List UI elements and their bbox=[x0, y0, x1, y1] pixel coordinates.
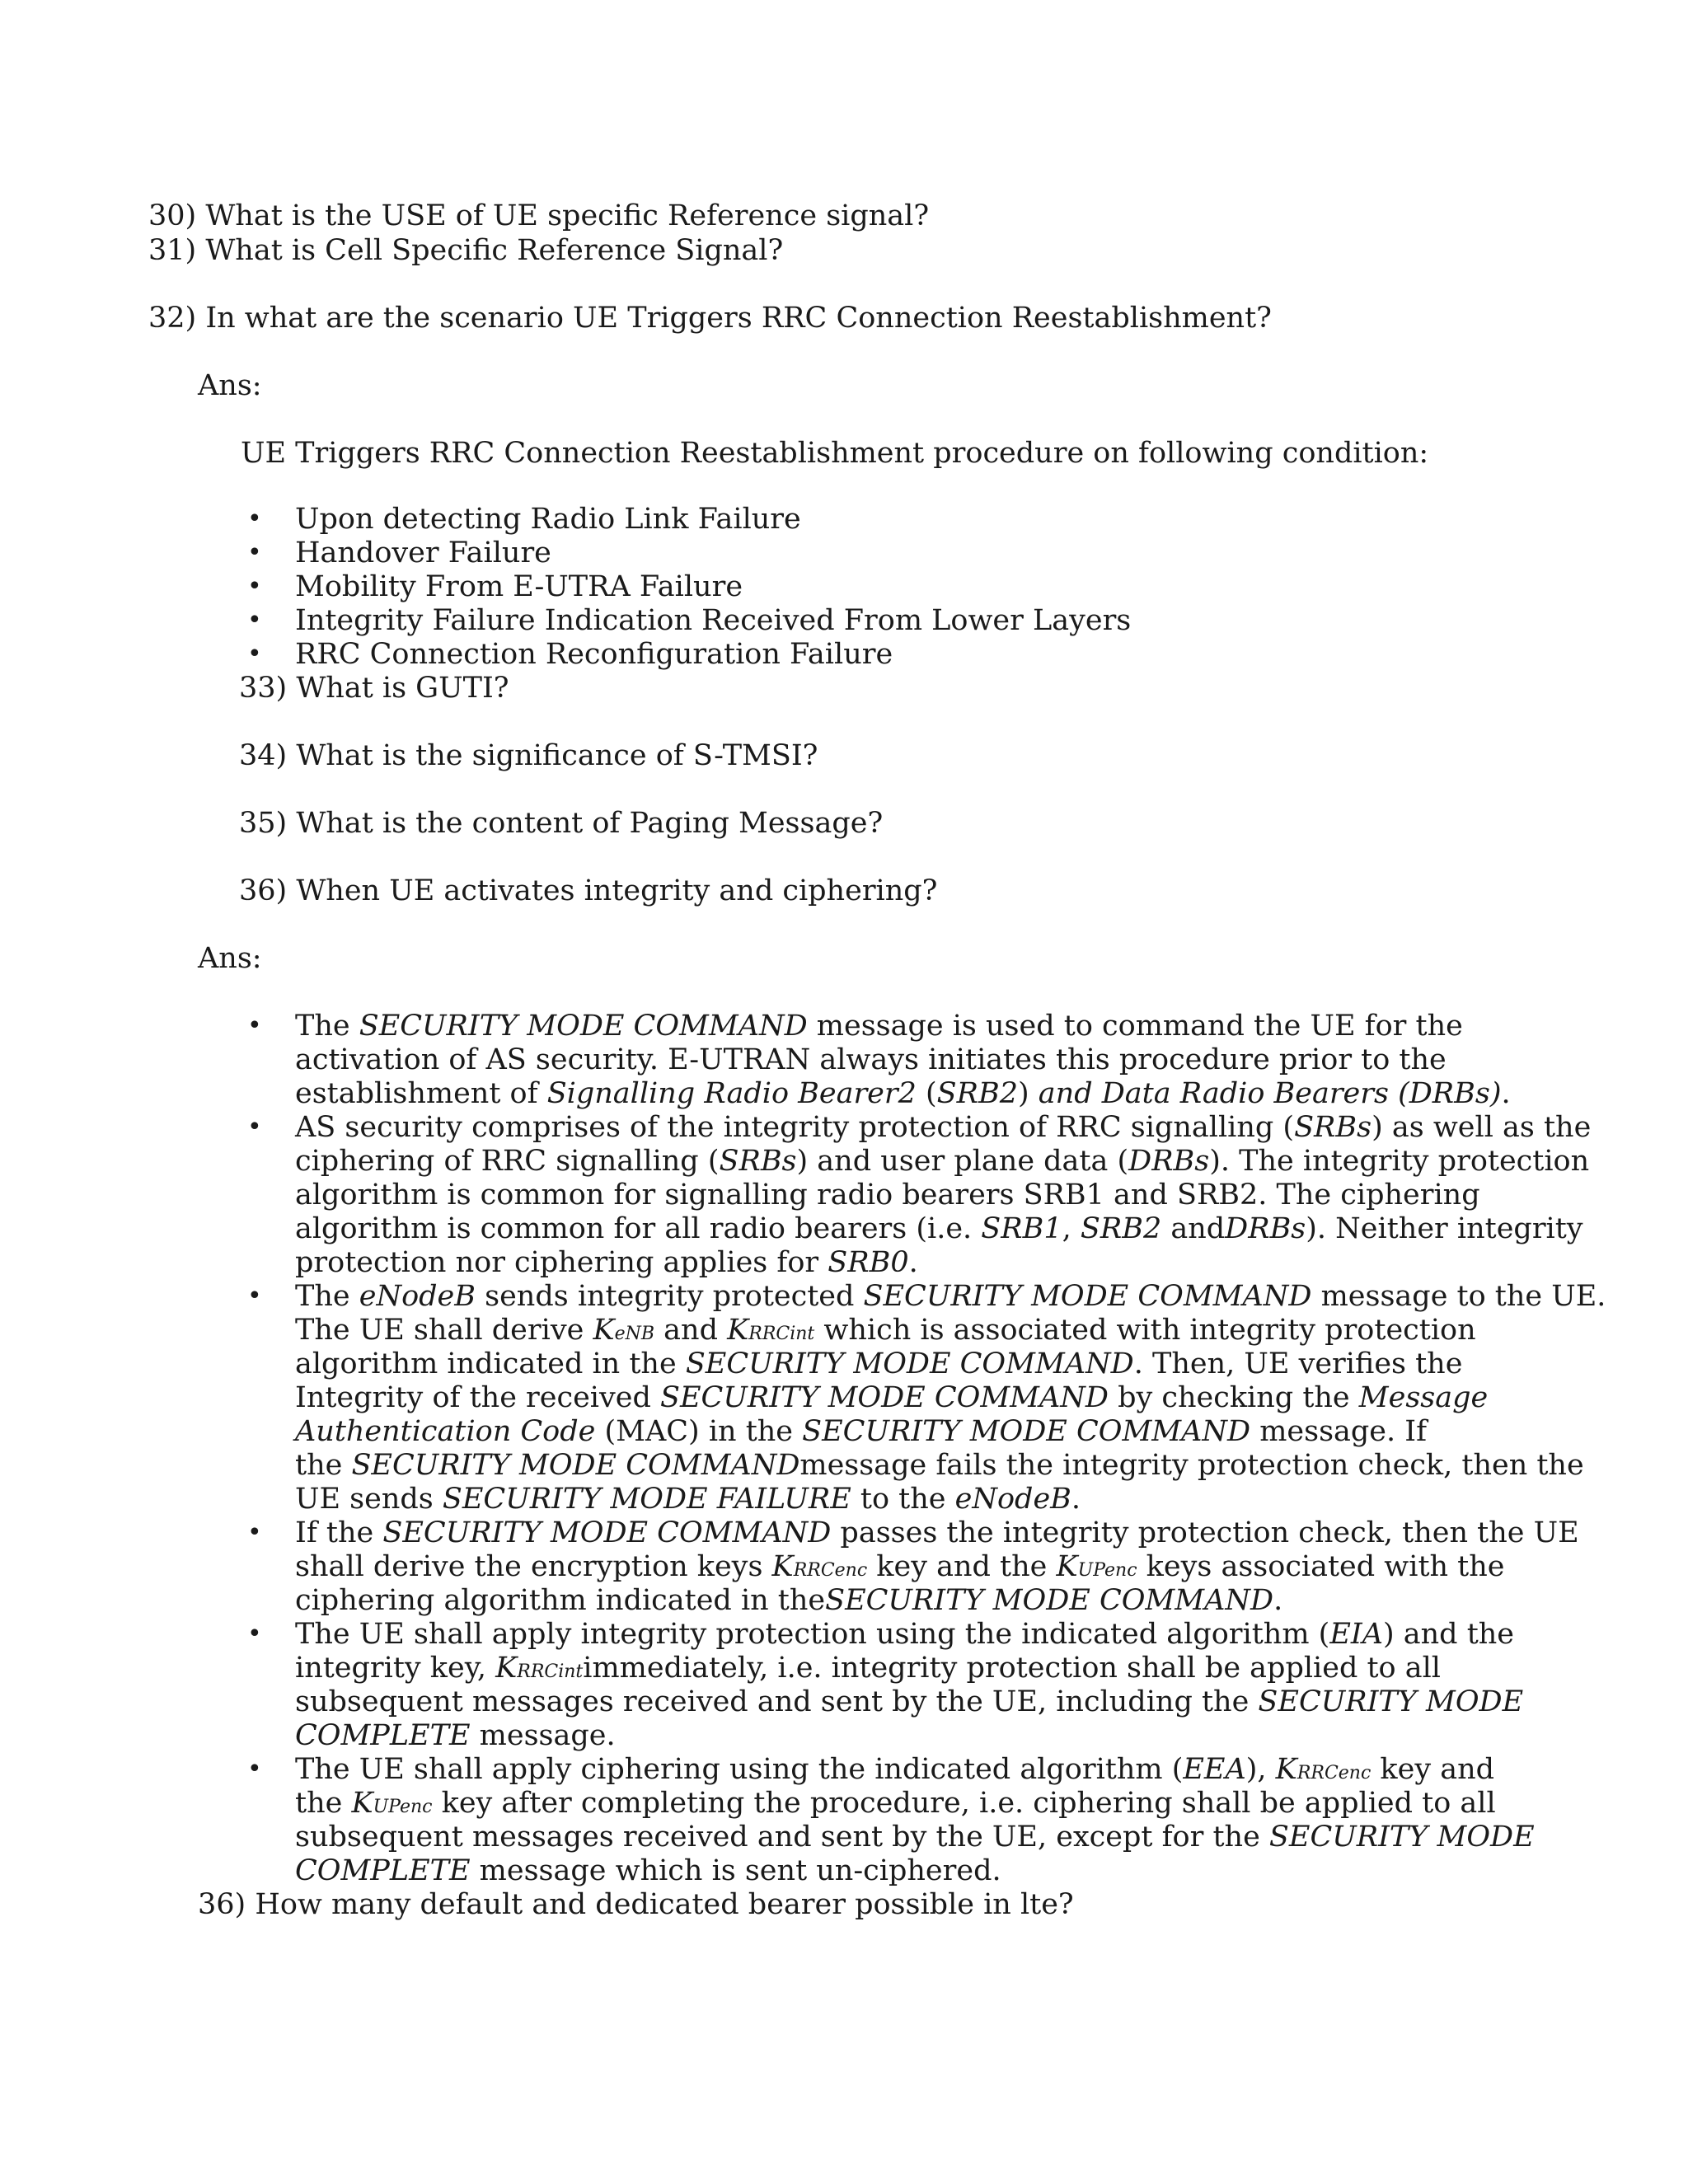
bullet: • bbox=[247, 1113, 262, 1141]
question-30: 30) What is the USE of UE specific Reference signal? bbox=[148, 199, 930, 232]
answer-36-bullet-3-line: Authentication Code (MAC) in the SECURITY MODE COMMAND message. If bbox=[295, 1415, 1428, 1448]
answer-32-intro: UE Triggers RRC Connection Reestablishment procedure on following condition: bbox=[241, 437, 1429, 470]
answer-36-bullet-2-line: algorithm is common for all radio bearers (i.e. SRB1, SRB2 andDRBs). Neither integrity bbox=[295, 1212, 1583, 1245]
answer-36-bullet-3-line: Integrity of the received SECURITY MODE COMMAND by checking the Message bbox=[295, 1381, 1489, 1414]
bullet: • bbox=[247, 1518, 262, 1547]
answer-36-bullet-1-line: activation of AS security. E-UTRAN always initiates this procedure prior to the bbox=[295, 1043, 1447, 1076]
question-36-bearers: 36) How many default and dedicated bearer possible in lte? bbox=[198, 1888, 1074, 1921]
bullet: • bbox=[247, 606, 262, 635]
answer-36-bullet-2-line: AS security comprises of the integrity protection of RRC signalling (SRBs) as well as the bbox=[295, 1111, 1592, 1144]
answer-36-bullet-2-line: algorithm is common for signalling radio bearers SRB1 and SRB2. The ciphering bbox=[295, 1179, 1480, 1212]
answer-36-bullet-5-line: integrity key, KRRCintimmediately, i.e. integrity protection shall be applied to all bbox=[295, 1652, 1442, 1685]
answer-36-bullet-3-line: UE sends SECURITY MODE FAILURE to the eNodeB. bbox=[295, 1483, 1081, 1516]
answer-36-bullet-6-line: subsequent messages received and sent by the UE, except for the SECURITY MODE bbox=[295, 1821, 1535, 1854]
bullet: • bbox=[247, 572, 262, 601]
answer-36-bullet-3-line: algorithm indicated in the SECURITY MODE COMMAND. Then, UE verifies the bbox=[295, 1347, 1463, 1380]
answer-36-bullet-4-line: ciphering algorithm indicated in theSECURITY MODE COMMAND. bbox=[295, 1584, 1283, 1617]
answer-36-bullet-5-line: subsequent messages received and sent by the UE, including the SECURITY MODE bbox=[295, 1685, 1524, 1718]
question-31: 31) What is Cell Specific Reference Signal? bbox=[148, 234, 784, 267]
answer-36-bullet-1-line: The SECURITY MODE COMMAND message is used to command the UE for the bbox=[295, 1010, 1463, 1043]
answer-36-bullet-3-line: The eNodeB sends integrity protected SECURITY MODE COMMAND message to the UE. bbox=[295, 1280, 1606, 1313]
answer-label: Ans: bbox=[198, 942, 262, 975]
question-33: 33) What is GUTI? bbox=[239, 672, 509, 705]
answer-36-bullet-5-line: The UE shall apply integrity protection using the indicated algorithm (EIA) and the bbox=[295, 1618, 1515, 1651]
answer-36-bullet-6-line: COMPLETE message which is sent un-ciphered. bbox=[295, 1854, 1001, 1887]
answer-36-bullet-4-line: If the SECURITY MODE COMMAND passes the integrity protection check, then the UE bbox=[295, 1516, 1579, 1549]
answer-36-bullet-3-line: The UE shall derive KeNB and KRRCint which is associated with integrity protection bbox=[295, 1314, 1476, 1347]
bullet: • bbox=[247, 640, 262, 668]
bullet: • bbox=[247, 1619, 262, 1648]
answer-36-bullet-4-line: shall derive the encryption keys KRRCenc key and the KUPenc keys associated with the bbox=[295, 1550, 1505, 1583]
question-35: 35) What is the content of Paging Message? bbox=[239, 807, 884, 840]
answer-36-bullet-1-line: establishment of Signalling Radio Bearer2 (SRB2) and Data Radio Bearers (DRBs). bbox=[295, 1077, 1511, 1110]
answer-36-bullet-6-line: The UE shall apply ciphering using the indicated algorithm (EEA), KRRCenc key and bbox=[295, 1753, 1495, 1786]
question-34: 34) What is the significance of S-TMSI? bbox=[239, 739, 818, 772]
bullet: • bbox=[247, 1282, 262, 1310]
answer-36-bullet-2-line: ciphering of RRC signalling (SRBs) and user plane data (DRBs). The integrity protection bbox=[295, 1145, 1590, 1178]
question-36: 36) When UE activates integrity and ciphering? bbox=[239, 874, 938, 907]
bullet: • bbox=[247, 1011, 262, 1040]
condition-item: Upon detecting Radio Link Failure bbox=[295, 503, 801, 536]
answer-36-bullet-3-line: the SECURITY MODE COMMANDmessage fails the integrity protection check, then the bbox=[295, 1449, 1584, 1482]
condition-item: Integrity Failure Indication Received From Lower Layers bbox=[295, 604, 1132, 637]
answer-36-bullet-6-line: the KUPenc key after completing the procedure, i.e. ciphering shall be applied to all bbox=[295, 1787, 1496, 1820]
condition-item: Handover Failure bbox=[295, 537, 551, 569]
question-32: 32) In what are the scenario UE Triggers RRC Connection Reestablishment? bbox=[148, 302, 1272, 335]
answer-36-bullet-2-line: protection nor ciphering applies for SRB0. bbox=[295, 1246, 918, 1279]
bullet: • bbox=[247, 1755, 262, 1783]
answer-36-bullet-5-line: COMPLETE message. bbox=[295, 1719, 616, 1752]
condition-item: RRC Connection Reconfiguration Failure bbox=[295, 638, 893, 671]
answer-label: Ans: bbox=[198, 369, 262, 402]
bullet: • bbox=[247, 504, 262, 533]
condition-item: Mobility From E-UTRA Failure bbox=[295, 570, 743, 603]
bullet: • bbox=[247, 538, 262, 567]
